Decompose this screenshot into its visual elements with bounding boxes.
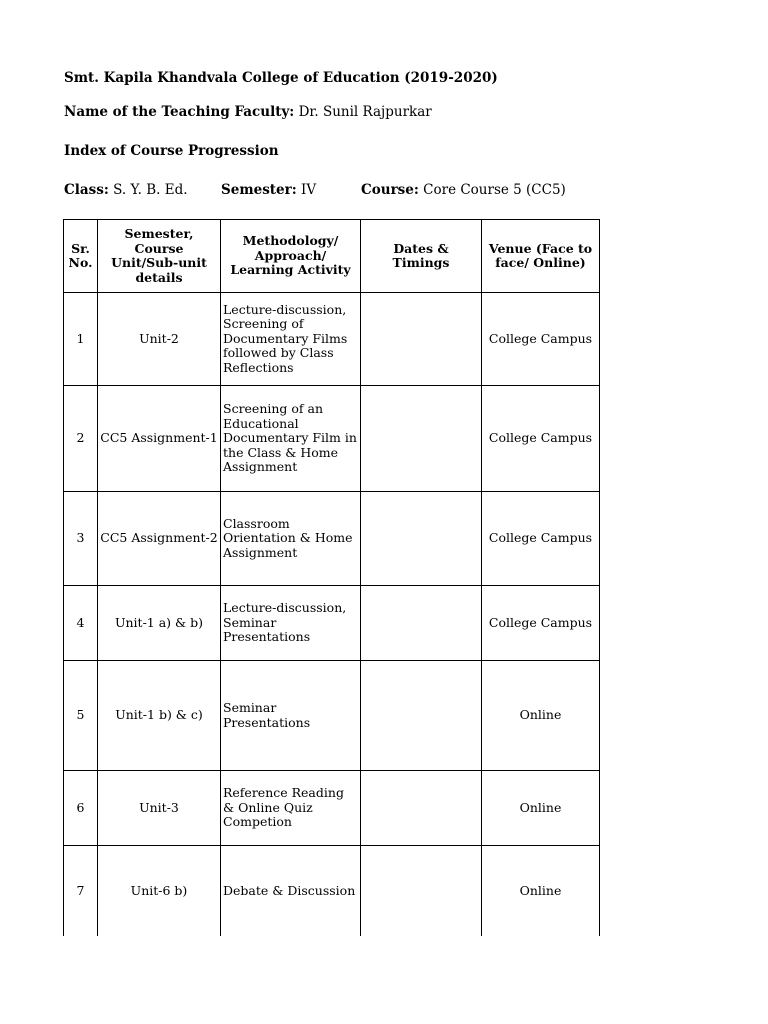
- cell-method: Lecture-discussion, Seminar Presentations: [221, 586, 361, 661]
- cell-sr: 5: [64, 661, 98, 771]
- col-header-dates: Dates & Timings: [361, 220, 482, 293]
- col-header-venue: Venue (Face to face/ Online): [482, 220, 600, 293]
- class-info: [64, 182, 188, 198]
- course-value: Core Course 5 (CC5): [423, 182, 566, 198]
- cell-sr: 7: [64, 846, 98, 936]
- cell-venue: College Campus: [482, 386, 600, 492]
- cell-unit: Unit-2: [98, 293, 221, 386]
- cell-sr: 4: [64, 586, 98, 661]
- cell-sr: 3: [64, 492, 98, 586]
- cell-method: Screening of an Educational Documentary Film in the Class & Home Assignment: [221, 386, 361, 492]
- semester-value: IV: [301, 182, 317, 198]
- cell-method: Seminar Presentations: [221, 661, 361, 771]
- table-row: [64, 771, 600, 846]
- course-label: Course:: [361, 182, 419, 198]
- table-row: [64, 492, 600, 586]
- table-row: [64, 661, 600, 771]
- cell-sr: 2: [64, 386, 98, 492]
- cell-venue: College Campus: [482, 492, 600, 586]
- cell-method: Reference Reading & Online Quiz Competion: [221, 771, 361, 846]
- cell-venue: Online: [482, 846, 600, 936]
- course-progression-table: [63, 219, 600, 936]
- col-header-unit: Semester, Course Unit/Sub-unit details: [98, 220, 221, 293]
- cell-unit: CC5 Assignment-1: [98, 386, 221, 492]
- cell-dates: [361, 492, 482, 586]
- faculty-line: [64, 104, 432, 120]
- cell-unit: Unit-6 b): [98, 846, 221, 936]
- cell-dates: [361, 846, 482, 936]
- cell-sr: 1: [64, 293, 98, 386]
- cell-method: Debate & Discussion: [221, 846, 361, 936]
- table-row: [64, 586, 600, 661]
- cell-dates: [361, 771, 482, 846]
- cell-dates: [361, 586, 482, 661]
- faculty-name: Dr. Sunil Rajpurkar: [298, 104, 432, 120]
- class-value: S. Y. B. Ed.: [113, 182, 188, 198]
- table-row: [64, 846, 600, 936]
- class-label: Class:: [64, 182, 109, 198]
- cell-venue: College Campus: [482, 586, 600, 661]
- col-header-methodology: Methodology/ Approach/ Learning Activity: [221, 220, 361, 293]
- faculty-label: Name of the Teaching Faculty:: [64, 104, 295, 120]
- cell-venue: College Campus: [482, 293, 600, 386]
- cell-dates: [361, 386, 482, 492]
- table-header-row: [64, 220, 600, 293]
- semester-label: Semester:: [221, 182, 297, 198]
- index-title: Index of Course Progression: [64, 143, 279, 159]
- cell-unit: Unit-1 b) & c): [98, 661, 221, 771]
- course-info: [361, 182, 566, 198]
- cell-unit: Unit-3: [98, 771, 221, 846]
- cell-method: Classroom Orientation & Home Assignment: [221, 492, 361, 586]
- cell-method: Lecture-discussion, Screening of Documentary Films followed by Class Reflections: [221, 293, 361, 386]
- college-title: Smt. Kapila Khandvala College of Education (2019-2020): [64, 70, 498, 86]
- table-row: [64, 386, 600, 492]
- col-header-sr: Sr. No.: [64, 220, 98, 293]
- cell-unit: CC5 Assignment-2: [98, 492, 221, 586]
- cell-sr: 6: [64, 771, 98, 846]
- table-row: [64, 293, 600, 386]
- semester-info: [221, 182, 316, 198]
- cell-venue: Online: [482, 771, 600, 846]
- cell-unit: Unit-1 a) & b): [98, 586, 221, 661]
- cell-dates: [361, 661, 482, 771]
- cell-dates: [361, 293, 482, 386]
- cell-venue: Online: [482, 661, 600, 771]
